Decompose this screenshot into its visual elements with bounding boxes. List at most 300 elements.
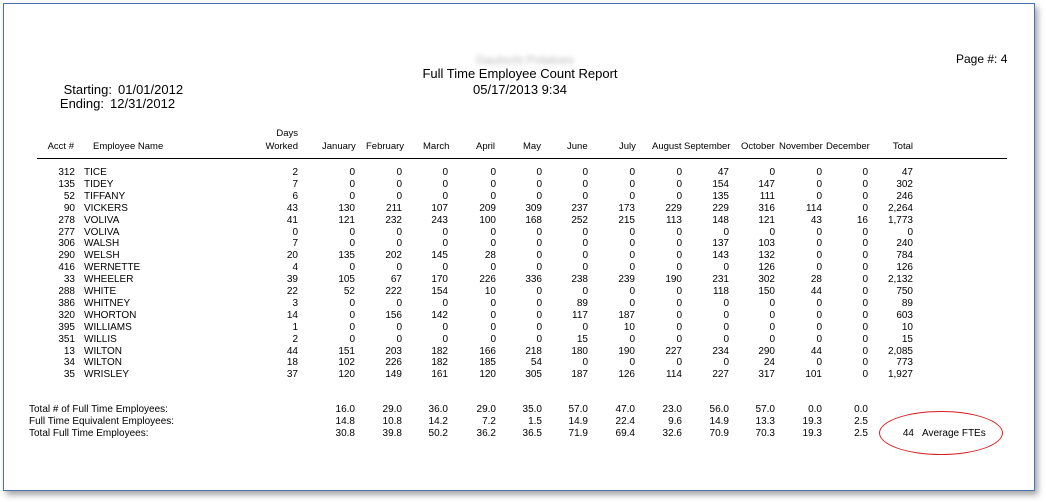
employee-name-cell: WILLIS: [84, 333, 117, 345]
acct-cell: 278: [58, 214, 75, 226]
month-value-cell: 0: [536, 190, 542, 202]
month-value-cell: 0: [816, 226, 822, 238]
month-value-cell: 111: [759, 190, 775, 202]
summary-value-cell: 19.3: [802, 428, 822, 439]
month-value-cell: 187: [618, 309, 635, 321]
summary-value-cell: 7.2: [482, 416, 496, 427]
month-value-cell: 336: [525, 274, 542, 286]
month-value-cell: 0: [582, 286, 588, 297]
month-value-cell: 0: [536, 297, 542, 309]
summary-value-cell: 0.0: [854, 404, 868, 415]
month-value-cell: 44: [810, 345, 822, 357]
starting-date: 01/01/2012: [118, 82, 184, 97]
total-cell: 126: [896, 262, 913, 274]
days-worked-cell: 18: [286, 357, 298, 369]
month-value-cell: 0: [396, 190, 402, 202]
month-value-cell: 43: [810, 214, 822, 226]
month-value-cell: 0: [862, 274, 868, 286]
month-value-cell: 130: [338, 202, 355, 214]
month-value-cell: 126: [758, 262, 775, 274]
total-cell: 302: [896, 178, 913, 190]
month-value-cell: 0: [442, 321, 448, 333]
total-cell: 240: [896, 238, 913, 250]
month-value-cell: 145: [431, 250, 448, 262]
month-value-cell: 0: [582, 262, 588, 274]
month-value-cell: 203: [385, 345, 402, 357]
starting-label: Starting:: [63, 82, 112, 97]
summary-value-cell: 56.0: [709, 404, 729, 415]
month-value-cell: 28: [484, 250, 496, 262]
month-value-cell: 0: [769, 321, 775, 333]
month-value-cell: 0: [816, 238, 822, 250]
month-value-cell: 0: [723, 262, 729, 274]
month-value-cell: 0: [676, 297, 682, 309]
month-value-cell: 156: [385, 309, 402, 321]
summary-value-cell: 36.2: [476, 428, 496, 439]
month-value-cell: 0: [629, 167, 635, 178]
month-value-cell: 227: [665, 345, 682, 357]
report-title: Full Time Employee Count Report: [422, 66, 618, 81]
employee-name-cell: WILTON: [84, 357, 122, 369]
acct-cell: 34: [63, 357, 75, 369]
days-worked-cell: 6: [292, 190, 298, 202]
summary-value-cell: 19.3: [802, 416, 822, 427]
month-value-cell: 121: [338, 214, 355, 226]
summary-value-cell: 71.9: [568, 428, 588, 439]
month-value-cell: 0: [676, 250, 682, 262]
month-value-cell: 151: [338, 345, 355, 357]
month-value-cell: 0: [442, 167, 448, 178]
days-worked-cell: 1: [292, 321, 298, 333]
acct-cell: 351: [58, 333, 75, 345]
summary-value-cell: 0.0: [808, 404, 822, 415]
report-run-datetime: 05/17/2013 9:34: [473, 82, 567, 97]
summary-value-cell: 1.5: [528, 416, 542, 427]
month-value-cell: 0: [490, 167, 496, 178]
summary-value-cell: 35.0: [522, 404, 542, 415]
header-employee-name: Employee Name: [93, 141, 164, 152]
month-value-cell: 0: [862, 321, 868, 333]
acct-cell: 290: [58, 250, 75, 262]
month-value-cell: 231: [712, 274, 729, 286]
summary-label: Total Full Time Employees:: [29, 428, 149, 439]
acct-cell: 306: [58, 238, 75, 250]
days-worked-cell: 4: [292, 262, 298, 274]
month-value-cell: 114: [806, 202, 822, 214]
ending-label: Ending:: [59, 96, 104, 111]
month-value-cell: 0: [490, 297, 496, 309]
month-value-cell: 0: [862, 238, 868, 250]
month-value-cell: 44: [810, 286, 822, 297]
month-value-cell: 0: [816, 309, 822, 321]
total-cell: 47: [901, 167, 913, 178]
month-value-cell: 0: [816, 190, 822, 202]
employee-name-cell: VOLIVA: [84, 214, 120, 226]
employee-name-cell: WERNETTE: [84, 262, 141, 274]
month-value-cell: 0: [862, 202, 868, 214]
month-value-cell: 302: [758, 274, 775, 286]
header-days: Days: [276, 128, 298, 139]
month-value-cell: 0: [676, 333, 682, 345]
month-value-cell: 132: [758, 250, 775, 262]
month-value-cell: 0: [536, 226, 542, 238]
month-value-cell: 0: [396, 178, 402, 190]
month-value-cell: 137: [712, 238, 729, 250]
acct-cell: 386: [58, 297, 75, 309]
summary-value-cell: 13.3: [755, 416, 775, 427]
month-value-cell: 0: [396, 167, 402, 178]
month-value-cell: 317: [758, 369, 775, 381]
month-value-cell: 173: [618, 202, 635, 214]
header-month-december: December: [826, 141, 870, 152]
total-cell: 2,264: [887, 202, 913, 214]
month-value-cell: 0: [629, 357, 635, 369]
total-cell: 15: [901, 333, 913, 345]
month-value-cell: 0: [442, 238, 448, 250]
month-value-cell: 222: [385, 286, 402, 297]
summary-value-cell: 50.2: [428, 428, 448, 439]
month-value-cell: 0: [862, 250, 868, 262]
month-value-cell: 0: [582, 250, 588, 262]
month-value-cell: 120: [479, 369, 496, 381]
average-fte-label: Average FTEs: [922, 428, 986, 439]
month-value-cell: 0: [629, 226, 635, 238]
month-value-cell: 0: [676, 226, 682, 238]
days-worked-cell: 2: [292, 333, 298, 345]
month-value-cell: 227: [712, 369, 729, 381]
month-value-cell: 0: [349, 226, 355, 238]
month-value-cell: 0: [396, 238, 402, 250]
month-value-cell: 0: [862, 178, 868, 190]
month-value-cell: 202: [385, 250, 402, 262]
month-value-cell: 226: [385, 357, 402, 369]
month-value-cell: 190: [618, 345, 635, 357]
month-value-cell: 0: [862, 226, 868, 238]
summary-value-cell: 70.9: [709, 428, 729, 439]
days-worked-cell: 43: [286, 202, 298, 214]
summary-value-cell: 29.0: [382, 404, 402, 415]
month-value-cell: 0: [442, 297, 448, 309]
month-value-cell: 234: [712, 345, 729, 357]
month-value-cell: 0: [536, 262, 542, 274]
header-month-april: April: [476, 141, 496, 152]
month-value-cell: 0: [582, 226, 588, 238]
month-value-cell: 211: [386, 202, 402, 214]
month-value-cell: 0: [582, 321, 588, 333]
month-value-cell: 0: [582, 167, 588, 178]
month-value-cell: 0: [536, 321, 542, 333]
month-value-cell: 252: [571, 214, 588, 226]
acct-cell: 277: [58, 226, 75, 238]
month-value-cell: 243: [431, 214, 448, 226]
month-value-cell: 0: [536, 167, 542, 178]
month-value-cell: 147: [758, 178, 775, 190]
month-value-cell: 10: [623, 321, 635, 333]
total-cell: 784: [896, 250, 913, 262]
month-value-cell: 0: [862, 262, 868, 274]
summary-value-cell: 36.5: [522, 428, 542, 439]
month-value-cell: 113: [666, 214, 682, 226]
month-value-cell: 218: [525, 345, 542, 357]
summary-value-cell: 69.4: [615, 428, 635, 439]
total-cell: 750: [896, 286, 913, 297]
month-value-cell: 0: [442, 178, 448, 190]
days-worked-cell: 7: [292, 238, 298, 250]
month-value-cell: 290: [758, 345, 775, 357]
month-value-cell: 0: [769, 167, 775, 178]
header-month-june: June: [567, 141, 588, 152]
employee-name-cell: WHITNEY: [84, 297, 131, 309]
month-value-cell: 15: [576, 333, 588, 345]
month-value-cell: 0: [442, 190, 448, 202]
month-value-cell: 229: [712, 202, 729, 214]
summary-value-cell: 36.0: [428, 404, 448, 415]
month-value-cell: 170: [431, 274, 448, 286]
month-value-cell: 0: [536, 286, 542, 297]
month-value-cell: 0: [676, 167, 682, 178]
month-value-cell: 0: [490, 178, 496, 190]
month-value-cell: 309: [525, 202, 542, 214]
month-value-cell: 0: [349, 309, 355, 321]
month-value-cell: 0: [582, 357, 588, 369]
month-value-cell: 0: [769, 309, 775, 321]
month-value-cell: 154: [712, 178, 729, 190]
acct-cell: 52: [63, 190, 75, 202]
month-value-cell: 166: [479, 345, 496, 357]
days-worked-cell: 2: [292, 167, 298, 178]
month-value-cell: 100: [479, 214, 496, 226]
employee-name-cell: TIDEY: [84, 178, 114, 190]
employee-name-cell: VICKERS: [84, 202, 128, 214]
acct-cell: 288: [58, 286, 75, 297]
month-value-cell: 107: [431, 202, 448, 214]
summary-value-cell: 23.0: [662, 404, 682, 415]
month-value-cell: 0: [490, 190, 496, 202]
acct-cell: 416: [58, 262, 75, 274]
month-value-cell: 0: [490, 238, 496, 250]
summary-value-cell: 16.0: [335, 404, 355, 415]
summary-value-cell: 70.3: [755, 428, 775, 439]
days-worked-cell: 14: [286, 309, 298, 321]
month-value-cell: 190: [665, 274, 682, 286]
month-value-cell: 0: [816, 321, 822, 333]
summary-value-cell: 30.8: [335, 428, 355, 439]
month-value-cell: 0: [862, 369, 868, 381]
employee-name-cell: WHITE: [84, 286, 117, 297]
month-value-cell: 0: [816, 262, 822, 274]
month-value-cell: 0: [442, 262, 448, 274]
month-value-cell: 0: [862, 345, 868, 357]
header-month-september: September: [684, 141, 731, 152]
days-worked-cell: 44: [286, 345, 298, 357]
employee-name-cell: WELSH: [84, 250, 120, 262]
month-value-cell: 0: [629, 297, 635, 309]
month-value-cell: 0: [349, 333, 355, 345]
month-value-cell: 0: [629, 262, 635, 274]
month-value-cell: 126: [618, 369, 635, 381]
month-value-cell: 0: [442, 333, 448, 345]
acct-cell: 90: [63, 202, 75, 214]
month-value-cell: 101: [805, 369, 822, 381]
employee-name-cell: WHORTON: [84, 309, 137, 321]
month-value-cell: 229: [665, 202, 682, 214]
month-value-cell: 0: [629, 238, 635, 250]
month-value-cell: 0: [862, 333, 868, 345]
month-value-cell: 0: [816, 178, 822, 190]
month-value-cell: 103: [758, 238, 775, 250]
month-value-cell: 148: [712, 214, 729, 226]
acct-cell: 395: [58, 321, 75, 333]
month-value-cell: 105: [338, 274, 355, 286]
month-value-cell: 226: [479, 274, 496, 286]
days-worked-cell: 37: [286, 369, 298, 381]
summary-value-cell: 9.6: [668, 416, 682, 427]
total-cell: 1,773: [887, 214, 913, 226]
month-value-cell: 89: [576, 297, 588, 309]
total-cell: 10: [901, 321, 913, 333]
month-value-cell: 0: [723, 226, 729, 238]
month-value-cell: 0: [396, 262, 402, 274]
header-month-august: August: [652, 141, 682, 152]
month-value-cell: 0: [536, 250, 542, 262]
month-value-cell: 0: [862, 167, 868, 178]
month-value-cell: 52: [343, 286, 355, 297]
acct-cell: 35: [63, 369, 75, 381]
acct-cell: 135: [58, 178, 75, 190]
month-value-cell: 10: [484, 286, 496, 297]
month-value-cell: 0: [769, 333, 775, 345]
month-value-cell: 316: [758, 202, 775, 214]
month-value-cell: 0: [536, 178, 542, 190]
month-value-cell: 215: [618, 214, 635, 226]
employee-name-cell: WILTON: [84, 345, 122, 357]
acct-cell: 33: [63, 274, 75, 286]
header-acct: Acct #: [47, 141, 74, 152]
month-value-cell: 0: [349, 297, 355, 309]
company-name: Gautschi Potatoes: [475, 53, 575, 67]
month-value-cell: 0: [490, 262, 496, 274]
summary-value-cell: 22.4: [615, 416, 635, 427]
days-worked-cell: 20: [286, 250, 298, 262]
month-value-cell: 0: [349, 178, 355, 190]
month-value-cell: 121: [758, 214, 775, 226]
header-month-february: February: [366, 141, 405, 152]
month-value-cell: 0: [816, 333, 822, 345]
summary-value-cell: 57.0: [568, 404, 588, 415]
month-value-cell: 0: [536, 238, 542, 250]
month-value-cell: 150: [758, 286, 775, 297]
month-value-cell: 0: [349, 238, 355, 250]
header-month-march: March: [423, 141, 450, 152]
summary-value-cell: 14.9: [709, 416, 729, 427]
month-value-cell: 0: [676, 286, 682, 297]
month-value-cell: 117: [572, 309, 588, 321]
month-value-cell: 0: [676, 262, 682, 274]
days-worked-cell: 0: [292, 226, 298, 238]
summary-value-cell: 2.5: [854, 428, 868, 439]
summary-value-cell: 57.0: [755, 404, 775, 415]
month-value-cell: 0: [396, 226, 402, 238]
month-value-cell: 209: [479, 202, 496, 214]
summary-value-cell: 14.8: [335, 416, 355, 427]
month-value-cell: 0: [490, 321, 496, 333]
days-worked-cell: 22: [286, 286, 298, 297]
average-fte-value: 44: [902, 428, 914, 439]
month-value-cell: 0: [723, 297, 729, 309]
month-value-cell: 0: [490, 333, 496, 345]
month-value-cell: 0: [862, 309, 868, 321]
month-value-cell: 0: [490, 226, 496, 238]
month-value-cell: 0: [676, 190, 682, 202]
month-value-cell: 0: [676, 178, 682, 190]
month-value-cell: 0: [629, 178, 635, 190]
month-value-cell: 0: [816, 297, 822, 309]
month-value-cell: 0: [349, 321, 355, 333]
employee-name-cell: TIFFANY: [84, 190, 126, 202]
month-value-cell: 135: [338, 250, 355, 262]
month-value-cell: 0: [629, 190, 635, 202]
month-value-cell: 0: [862, 297, 868, 309]
month-value-cell: 120: [338, 369, 355, 381]
days-worked-cell: 3: [292, 297, 298, 309]
month-value-cell: 0: [816, 250, 822, 262]
days-worked-cell: 7: [292, 178, 298, 190]
total-cell: 603: [896, 309, 913, 321]
month-value-cell: 0: [862, 286, 868, 297]
header-month-november: November: [779, 141, 823, 152]
total-cell: 773: [896, 357, 913, 369]
month-value-cell: 0: [676, 321, 682, 333]
month-value-cell: 0: [816, 167, 822, 178]
month-value-cell: 0: [442, 226, 448, 238]
month-value-cell: 135: [712, 190, 729, 202]
month-value-cell: 182: [431, 357, 448, 369]
month-value-cell: 0: [676, 357, 682, 369]
month-value-cell: 0: [582, 238, 588, 250]
month-value-cell: 143: [712, 250, 729, 262]
month-value-cell: 232: [385, 214, 402, 226]
month-value-cell: 237: [571, 202, 588, 214]
summary-value-cell: 14.9: [568, 416, 588, 427]
month-value-cell: 16: [856, 214, 868, 226]
total-cell: 0: [907, 226, 913, 238]
month-value-cell: 154: [431, 286, 448, 297]
month-value-cell: 0: [816, 357, 822, 369]
month-value-cell: 149: [385, 369, 402, 381]
month-value-cell: 0: [723, 321, 729, 333]
summary-label: Full Time Equivalent Employees:: [29, 416, 175, 427]
total-cell: 246: [896, 190, 913, 202]
total-cell: 89: [901, 297, 913, 309]
month-value-cell: 118: [713, 286, 729, 297]
month-value-cell: 0: [349, 190, 355, 202]
month-value-cell: 47: [717, 167, 729, 178]
employee-name-cell: WRISLEY: [84, 369, 130, 381]
month-value-cell: 0: [723, 333, 729, 345]
month-value-cell: 142: [431, 309, 448, 321]
employee-name-cell: WHEELER: [84, 274, 134, 286]
month-value-cell: 0: [490, 309, 496, 321]
month-value-cell: 102: [338, 357, 355, 369]
month-value-cell: 0: [536, 309, 542, 321]
month-value-cell: 0: [629, 333, 635, 345]
month-value-cell: 54: [530, 357, 542, 369]
month-value-cell: 238: [571, 274, 588, 286]
month-value-cell: 0: [862, 357, 868, 369]
month-value-cell: 187: [571, 369, 588, 381]
month-value-cell: 114: [666, 369, 682, 381]
acct-cell: 13: [63, 345, 75, 357]
